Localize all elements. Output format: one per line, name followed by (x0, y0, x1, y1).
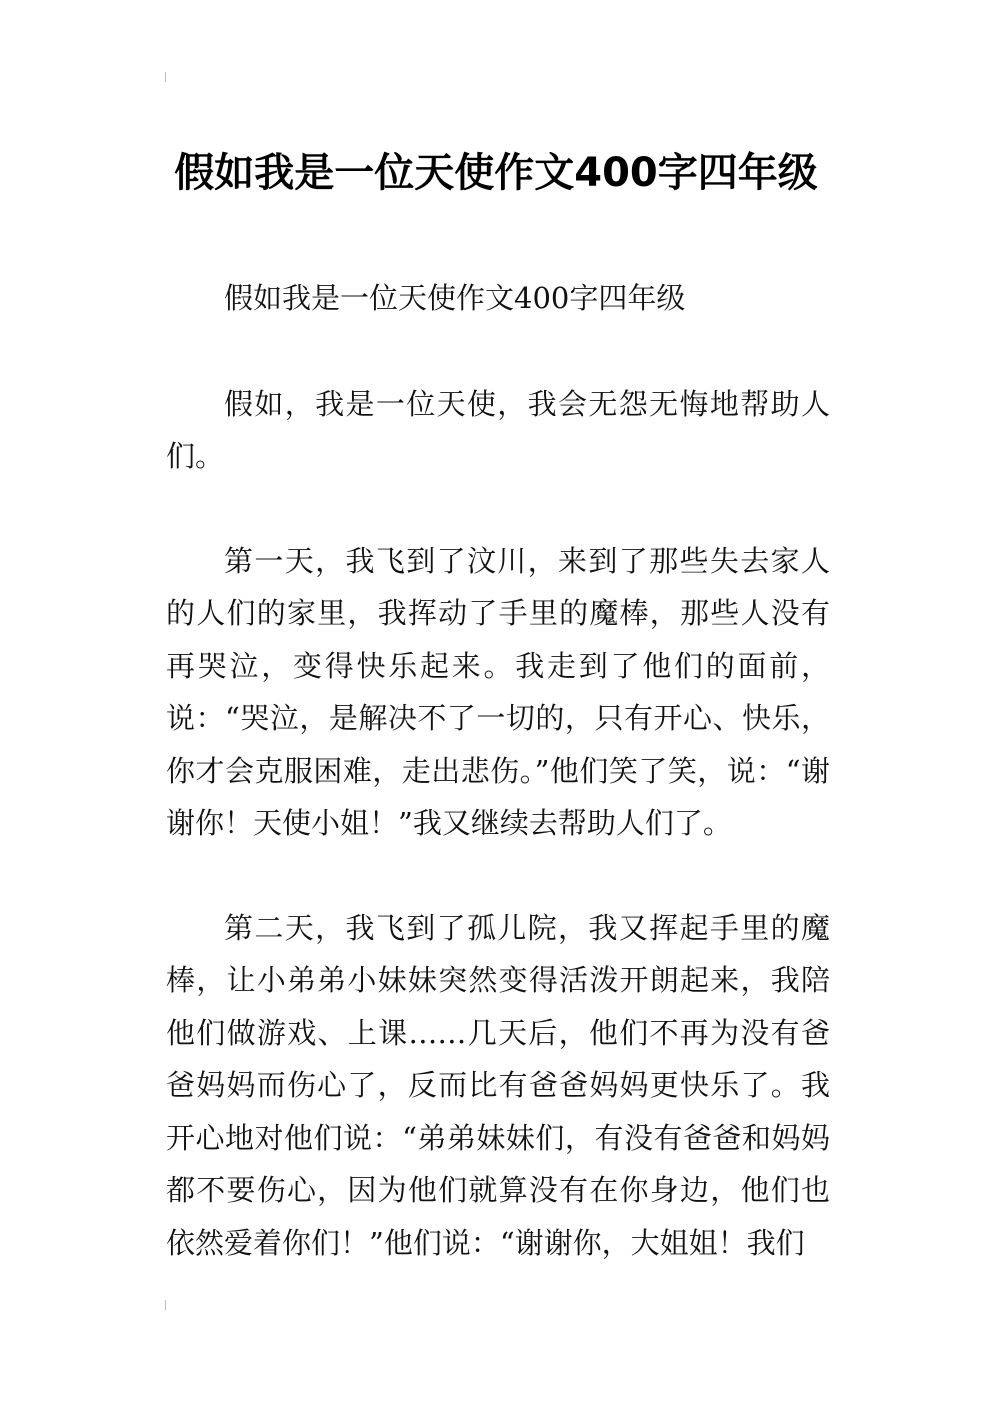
paragraph-day-two: 第二天，我飞到了孤儿院，我又挥起手里的魔棒，让小弟弟小妹妹突然变得活泼开朗起来，我陪他们做游戏、上课……几天后，他们不再为没有爸爸妈妈而伤心了，反而比有爸爸妈妈更快乐了。我开心地对他们说：“弟弟妹妹们，有没有爸爸和妈妈都不要伤心，因为他们就算没有在你身边，他们也依然爱着你们！”他们说：“谢谢你，大姐姐！我们 (166, 910, 830, 1260)
crop-mark-top (165, 72, 166, 82)
paragraph-day-one: 第一天，我飞到了汶川，来到了那些失去家人的人们的家里，我挥动了手里的魔棒，那些人没有再哭泣，变得快乐起来。我走到了他们的面前，说：“哭泣，是解决不了一切的，只有开心、快乐，你才会克服困难，走出悲伤。”他们笑了笑，说：“谢谢你！天使小姐！”我又继续去帮助人们了。 (166, 543, 830, 840)
essay-body (166, 272, 830, 1321)
paragraph-intro: 假如，我是一位天使，我会无怨无悔地帮助人们。 (166, 386, 830, 473)
essay-subtitle: 假如我是一位天使作文400字四年级 (224, 281, 686, 315)
page-title: 假如我是一位天使作文400字四年级 (174, 149, 818, 196)
crop-mark-bottom (165, 1300, 166, 1310)
